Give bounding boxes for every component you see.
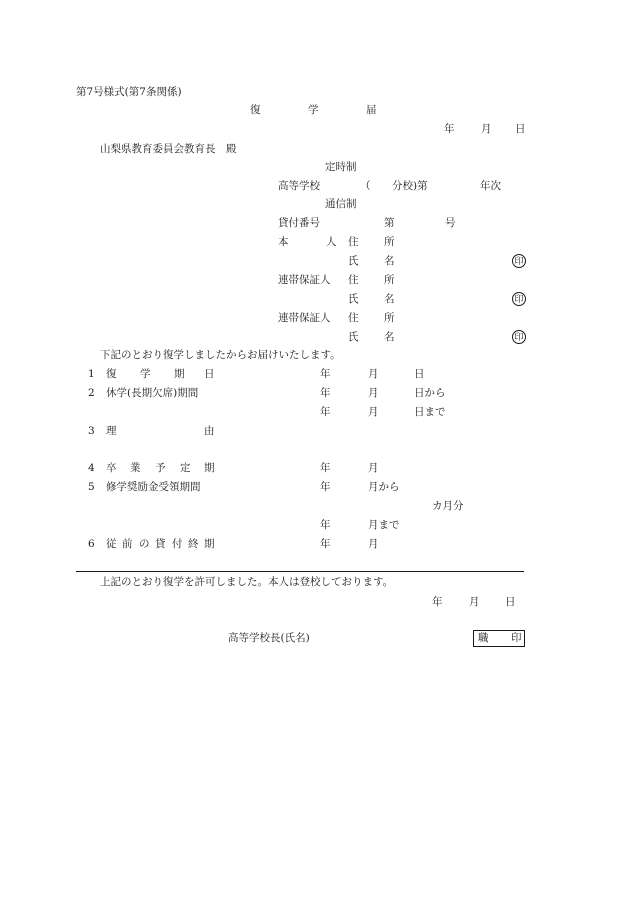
approval-date-month: 月: [469, 596, 480, 608]
item-4-label-char: 定: [180, 462, 191, 474]
honnin-char-2: 人: [326, 236, 337, 248]
item-5-to-month: 月まで: [368, 519, 400, 531]
item-5-to-year: 年: [320, 519, 331, 531]
date-year: 年: [444, 123, 455, 135]
guarantor1-seal-icon: 印: [512, 292, 526, 306]
official-stamp-box: [473, 630, 525, 647]
approval-text: 上記のとおり復学を許可しました。本人は登校しております。: [100, 576, 394, 588]
school-teiji: 定時制: [325, 161, 357, 173]
item-6-month: 月: [368, 538, 379, 550]
guarantor1-addr-1: 住: [348, 274, 359, 286]
approval-date-day: 日: [505, 596, 516, 608]
title-char-2: 学: [308, 104, 319, 116]
item-6-label-char: の: [139, 538, 150, 550]
guarantor1-name-1: 氏: [348, 293, 359, 305]
form-number: 第7号様式(第7条関係): [76, 86, 182, 98]
date-month: 月: [481, 123, 492, 135]
item-2-number: 2: [88, 387, 95, 399]
item-6-label-char: 前: [122, 538, 133, 550]
title-char-1: 復: [250, 104, 261, 116]
item-3-number: 3: [88, 425, 95, 437]
school-bunko: 分校)第: [392, 180, 428, 192]
item-2-from-month: 月: [368, 387, 379, 399]
item-4-label-char: 卒: [106, 462, 117, 474]
item-5-label: 修学奨励金受領期間: [106, 481, 201, 493]
item-1-label-char: 期: [174, 368, 185, 380]
item-4-year: 年: [320, 462, 331, 474]
stamp-char-2: 印: [511, 632, 522, 644]
school-koto: 高等学校: [278, 180, 320, 192]
item-1-label-char: 学: [140, 368, 151, 380]
intro-text: 下記のとおり復学しましたからお届けいたします。: [100, 349, 341, 361]
approval-date-year: 年: [432, 596, 443, 608]
honnin-addr-2: 所: [384, 236, 395, 248]
item-1-month: 月: [368, 368, 379, 380]
school-tsushin: 通信制: [325, 198, 357, 210]
guarantor2-label: 連帯保証人: [278, 312, 331, 324]
item-1-label-char: 日: [204, 368, 215, 380]
item-1-number: 1: [88, 368, 95, 380]
item-1-day: 日: [414, 368, 425, 380]
item-2-from-year: 年: [320, 387, 331, 399]
guarantor2-name-2: 名: [384, 331, 395, 343]
item-6-label-char: 終: [188, 538, 199, 550]
item-2-to-year: 年: [320, 406, 331, 418]
guarantor2-name-1: 氏: [348, 331, 359, 343]
item-6-number: 6: [88, 538, 95, 550]
item-4-number: 4: [88, 462, 95, 474]
loan-dai: 第: [384, 217, 395, 229]
item-5-number: 5: [88, 481, 95, 493]
item-5-from-year: 年: [320, 481, 331, 493]
guarantor2-addr-1: 住: [348, 312, 359, 324]
item-4-month: 月: [368, 462, 379, 474]
item-1-label-char: 復: [106, 368, 117, 380]
school-paren: （: [360, 180, 371, 192]
item-6-label-char: 従: [106, 538, 117, 550]
item-2-from-day: 日から: [414, 387, 446, 399]
title-char-3: 届: [366, 104, 377, 116]
loan-label: 貸付番号: [278, 217, 320, 229]
honnin-char-1: 本: [278, 236, 289, 248]
item-5-from-month: 月から: [368, 481, 400, 493]
guarantor1-name-2: 名: [384, 293, 395, 305]
item-2-to-day: 日まで: [414, 406, 446, 418]
honnin-name-1: 氏: [348, 255, 359, 267]
stamp-char-1: 職: [478, 632, 489, 644]
item-6-year: 年: [320, 538, 331, 550]
honnin-seal-icon: 印: [512, 254, 526, 268]
item-6-label-char: 期: [204, 538, 215, 550]
addressee: 山梨県教育委員会教育長 殿: [100, 143, 237, 155]
guarantor2-seal-icon: 印: [512, 330, 526, 344]
item-2-label: 休学(長期欠席)期間: [106, 387, 199, 399]
date-day: 日: [515, 123, 526, 135]
item-3-label-char: 由: [204, 425, 215, 437]
item-2-to-month: 月: [368, 406, 379, 418]
loan-go: 号: [445, 217, 456, 229]
principal-label: 高等学校長(氏名): [228, 632, 310, 644]
item-5-months-count: カ月分: [432, 500, 464, 512]
section-divider: [76, 571, 524, 572]
guarantor1-label: 連帯保証人: [278, 274, 331, 286]
school-nenji: 年次: [480, 180, 501, 192]
honnin-name-2: 名: [384, 255, 395, 267]
item-1-year: 年: [320, 368, 331, 380]
item-4-label-char: 期: [204, 462, 215, 474]
honnin-addr-1: 住: [348, 236, 359, 248]
guarantor2-addr-2: 所: [384, 312, 395, 324]
guarantor1-addr-2: 所: [384, 274, 395, 286]
item-6-label-char: 貸: [155, 538, 166, 550]
item-4-label-char: 予: [155, 462, 166, 474]
item-3-label-char: 理: [106, 425, 117, 437]
item-6-label-char: 付: [172, 538, 183, 550]
item-4-label-char: 業: [130, 462, 141, 474]
